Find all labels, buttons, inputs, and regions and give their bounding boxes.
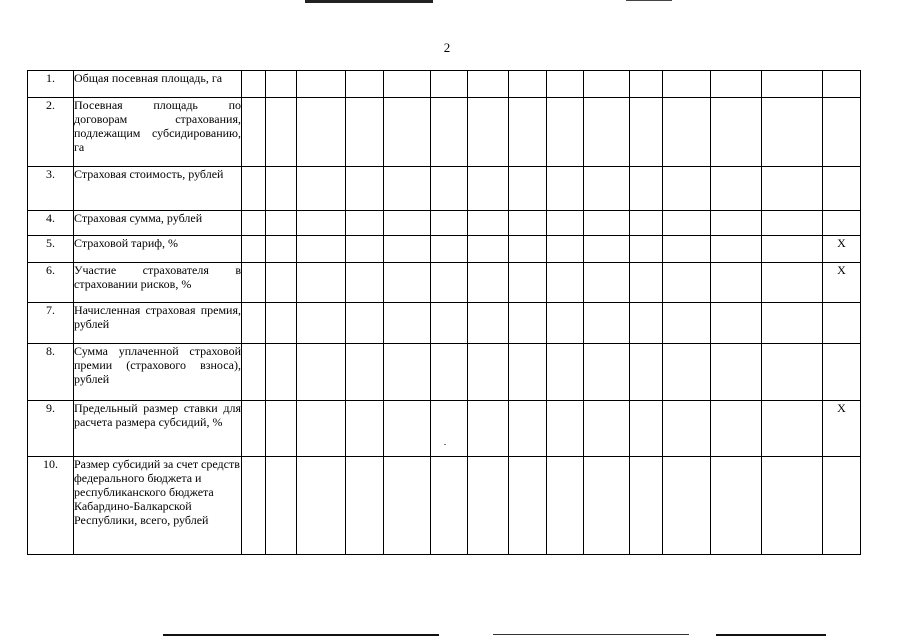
table-cell <box>266 98 297 167</box>
top-edge-mark <box>305 0 433 3</box>
table-row <box>28 263 861 303</box>
row-label: Страховая стоимость, рублей <box>74 167 242 211</box>
table-cell <box>711 236 762 263</box>
table-cell <box>762 457 823 555</box>
table-cell <box>266 211 297 236</box>
row-label: Сумма уплаченной страховой премии (страхового взноса), рублей <box>74 344 242 401</box>
table-cell <box>242 211 266 236</box>
table-cell <box>663 167 711 211</box>
table-cell <box>266 303 297 344</box>
table-cell <box>630 401 663 457</box>
table-row <box>28 236 861 263</box>
table-cell <box>630 344 663 401</box>
table-cell <box>509 167 547 211</box>
table-cell <box>468 401 509 457</box>
table-cell <box>547 71 584 98</box>
row-mark: X <box>823 263 861 303</box>
table-cell <box>509 98 547 167</box>
table-cell <box>509 401 547 457</box>
row-number: 7. <box>28 303 74 344</box>
bottom-edge-mark <box>493 634 689 635</box>
table-cell <box>266 71 297 98</box>
table-cell <box>468 236 509 263</box>
table-cell <box>711 211 762 236</box>
top-edge-marks <box>0 0 905 6</box>
table-cell <box>297 167 346 211</box>
table-cell <box>762 167 823 211</box>
table-cell <box>468 167 509 211</box>
table-cell <box>630 98 663 167</box>
table-cell <box>468 98 509 167</box>
table-cell <box>630 236 663 263</box>
table-cell <box>663 303 711 344</box>
table-cell <box>384 211 431 236</box>
table-cell <box>346 303 384 344</box>
table-cell <box>384 98 431 167</box>
table-cell <box>630 211 663 236</box>
row-mark <box>823 211 861 236</box>
table-row <box>28 98 861 167</box>
table-cell <box>762 236 823 263</box>
row-mark: X <box>823 401 861 457</box>
table-cell <box>711 71 762 98</box>
table-cell <box>431 167 468 211</box>
table-cell <box>711 98 762 167</box>
row-mark <box>823 98 861 167</box>
bottom-edge-marks <box>0 634 905 640</box>
table-cell <box>711 457 762 555</box>
table-cell <box>242 401 266 457</box>
row-number: 9. <box>28 401 74 457</box>
table-cell <box>509 71 547 98</box>
bottom-edge-mark <box>163 634 439 636</box>
table-cell <box>630 457 663 555</box>
table-cell <box>468 71 509 98</box>
row-mark <box>823 71 861 98</box>
row-number: 1. <box>28 71 74 98</box>
subsidy-calculation-table <box>27 70 861 555</box>
row-number: 2. <box>28 98 74 167</box>
table-cell <box>762 303 823 344</box>
table-cell <box>242 457 266 555</box>
table-cell <box>762 263 823 303</box>
table-cell <box>509 457 547 555</box>
table-cell <box>346 401 384 457</box>
table-cell <box>346 263 384 303</box>
table-row <box>28 303 861 344</box>
row-number: 3. <box>28 167 74 211</box>
table-cell <box>297 344 346 401</box>
table-cell <box>431 236 468 263</box>
table-cell <box>711 344 762 401</box>
table-cell <box>266 401 297 457</box>
table-cell <box>346 211 384 236</box>
table-cell <box>297 303 346 344</box>
table-cell <box>547 344 584 401</box>
row-number: 6. <box>28 263 74 303</box>
row-label: Страховой тариф, % <box>74 236 242 263</box>
table-cell <box>584 401 630 457</box>
table-cell <box>762 344 823 401</box>
table-cell <box>266 263 297 303</box>
table-cell <box>297 98 346 167</box>
table-cell <box>663 71 711 98</box>
table-cell <box>711 263 762 303</box>
row-mark <box>823 303 861 344</box>
table-cell <box>346 71 384 98</box>
table-cell <box>711 401 762 457</box>
table-cell <box>630 263 663 303</box>
table-cell <box>242 98 266 167</box>
table-cell <box>431 344 468 401</box>
row-number: 5. <box>28 236 74 263</box>
table-cell <box>384 263 431 303</box>
table-cell <box>547 457 584 555</box>
table-cell <box>468 303 509 344</box>
row-label: Общая посевная площадь, га <box>74 71 242 98</box>
table-cell <box>431 71 468 98</box>
table-row <box>28 401 861 457</box>
table-cell <box>242 71 266 98</box>
table-cell <box>384 401 431 457</box>
table-cell <box>547 236 584 263</box>
row-label: Начисленная страховая премия, рублей <box>74 303 242 344</box>
table-cell <box>384 236 431 263</box>
table-cell <box>509 303 547 344</box>
table-cell <box>384 71 431 98</box>
row-mark <box>823 167 861 211</box>
table-cell <box>266 344 297 401</box>
row-number: 4. <box>28 211 74 236</box>
table-cell <box>630 167 663 211</box>
table-row <box>28 211 861 236</box>
table-cell <box>468 344 509 401</box>
table-cell <box>346 98 384 167</box>
scan-speck <box>444 444 446 445</box>
table-cell <box>584 98 630 167</box>
table-cell <box>547 401 584 457</box>
table-cell <box>431 211 468 236</box>
table-row <box>28 344 861 401</box>
table-cell <box>384 167 431 211</box>
table-row <box>28 71 861 98</box>
table-row <box>28 457 861 555</box>
table-cell <box>431 263 468 303</box>
table-cell <box>346 344 384 401</box>
table-cell <box>384 457 431 555</box>
table-cell <box>663 236 711 263</box>
row-number: 8. <box>28 344 74 401</box>
table-cell <box>547 303 584 344</box>
table-cell <box>509 211 547 236</box>
table-cell <box>584 344 630 401</box>
table-cell <box>663 211 711 236</box>
table-cell <box>663 263 711 303</box>
table-cell <box>297 211 346 236</box>
table-cell <box>663 401 711 457</box>
table-cell <box>297 401 346 457</box>
table-cell <box>384 303 431 344</box>
table-cell <box>266 457 297 555</box>
table-cell <box>547 167 584 211</box>
top-edge-mark <box>626 0 672 1</box>
row-label: Размер субсидий за счет средств федерального бюджета и республиканского бюджета Кабардино-Балкарской Республики, всего, рублей <box>74 457 242 555</box>
table-cell <box>547 211 584 236</box>
table-cell <box>346 236 384 263</box>
table-cell <box>584 263 630 303</box>
row-mark <box>823 457 861 555</box>
table-row <box>28 167 861 211</box>
table-cell <box>242 303 266 344</box>
table-cell <box>468 211 509 236</box>
table-cell <box>346 167 384 211</box>
table-cell <box>547 98 584 167</box>
table-cell <box>297 236 346 263</box>
table-cell <box>584 303 630 344</box>
table-cell <box>431 98 468 167</box>
table-cell <box>547 263 584 303</box>
row-label: Посевная площадь по договорам страхования, подлежащим субсидированию, га <box>74 98 242 167</box>
table-cell <box>509 236 547 263</box>
table-cell <box>468 263 509 303</box>
table-cell <box>468 457 509 555</box>
table-cell <box>242 263 266 303</box>
table-cell <box>297 263 346 303</box>
table-cell <box>762 211 823 236</box>
table-cell <box>384 344 431 401</box>
table-cell <box>509 263 547 303</box>
table-cell <box>762 71 823 98</box>
table-cell <box>584 167 630 211</box>
table-cell <box>431 401 468 457</box>
table-cell <box>762 401 823 457</box>
table-cell <box>346 457 384 555</box>
bottom-edge-mark <box>716 634 826 636</box>
row-number: 10. <box>28 457 74 555</box>
table-cell <box>711 303 762 344</box>
table-cell <box>762 98 823 167</box>
table-cell <box>266 167 297 211</box>
table-cell <box>431 303 468 344</box>
row-mark: X <box>823 236 861 263</box>
table-cell <box>266 236 297 263</box>
table-cell <box>297 457 346 555</box>
table-cell <box>584 236 630 263</box>
table-cell <box>630 303 663 344</box>
row-label: Участие страхователя в страховании рисков, % <box>74 263 242 303</box>
table-cell <box>509 344 547 401</box>
table-cell <box>297 71 346 98</box>
table-cell <box>630 71 663 98</box>
row-label: Страховая сумма, рублей <box>74 211 242 236</box>
page-number: 2 <box>443 40 451 55</box>
table-cell <box>242 236 266 263</box>
table-cell <box>431 457 468 555</box>
table-cell <box>584 71 630 98</box>
table-cell <box>663 344 711 401</box>
table-cell <box>584 211 630 236</box>
table-cell <box>663 98 711 167</box>
row-mark <box>823 344 861 401</box>
row-label: Предельный размер ставки для расчета размера субсидий, % <box>74 401 242 457</box>
table-cell <box>663 457 711 555</box>
table-cell <box>711 167 762 211</box>
table-cell <box>584 457 630 555</box>
table-cell <box>242 344 266 401</box>
table-cell <box>242 167 266 211</box>
